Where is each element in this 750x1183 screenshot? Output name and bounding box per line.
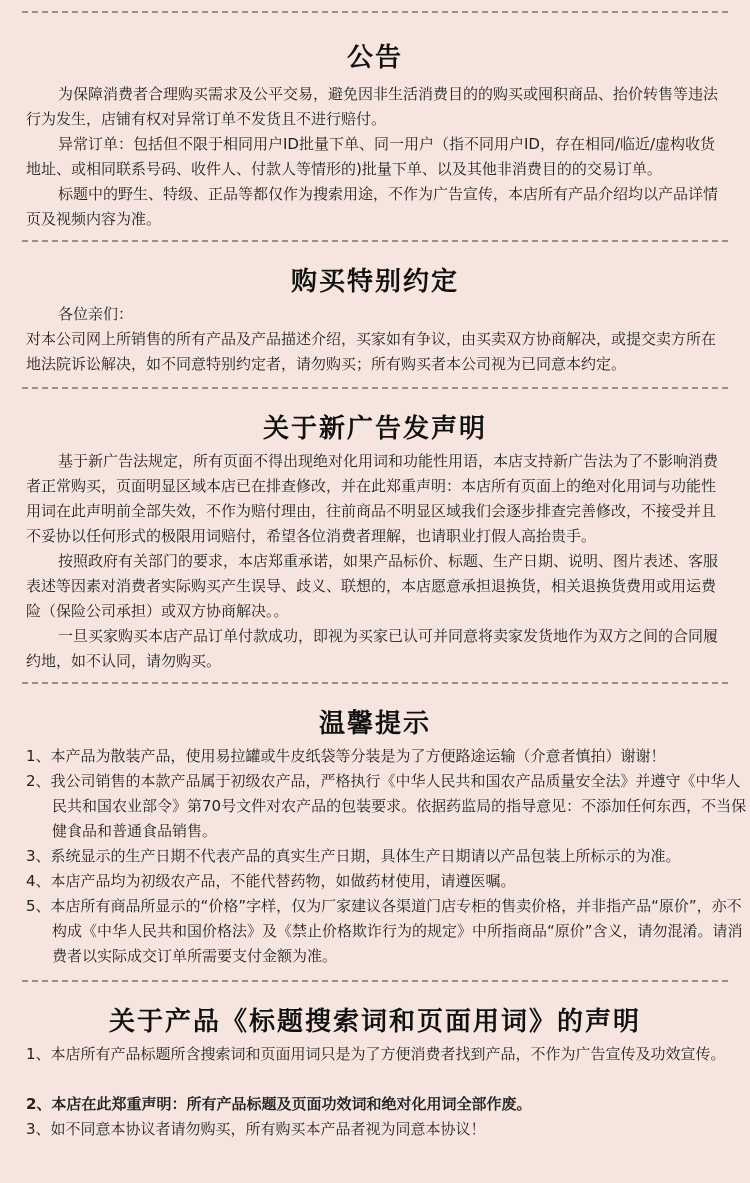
title-words-statement-title: 关于产品《标题搜索词和页面用词》的声明 bbox=[108, 1007, 641, 1037]
title-words-item-1: 1、本店所有产品标题所含搜索词和页面用词只是为了方便消费者找到产品，不作为广告宣传及功效宣传。 bbox=[26, 1045, 726, 1063]
ad-law-statement-title: 关于新广告发声明 bbox=[262, 414, 487, 444]
purchase-agreement-body: 对本公司网上所销售的所有产品及产品描述介绍，买家如有争议，由买卖双方协商解决，或提交卖方所在地法院诉讼解决，如不同意特别约定者，请勿购买；所有购买者本公司视为已同意本约定。 bbox=[26, 330, 717, 373]
tips-item-2: 2、我公司销售的本款产品属于初级农产品，严格执行《中华人民共和国农产品质量安全法》并遵守《中华人民共和国农业部令》第70号文件对农产品的包装要求。依据药监局的指导意见：不添加任何东西，不当保健食品和普通食品销售。 bbox=[26, 772, 747, 840]
tips-item-4: 4、本店产品均为初级农产品，不能代替药物，如做药材使用，请遵医嘱。 bbox=[26, 872, 516, 890]
tips-item-1: 1、本产品为散装产品，使用易拉罐或牛皮纸袋等分装是为了方便路途运输（介意者慎拍）谢谢！ bbox=[26, 747, 666, 765]
tips-item-5: 5、本店所有商品所显示的“价格”字样，仅为厂家建议各渠道门店专柜的售卖价格，并非指产品“原价”，亦不构成《中华人民共和国价格法》及《禁止价格欺诈行为的规定》中所指商品“原价”含义，请勿混淆。请消费者以实际成交订单所需要支付金额为准。 bbox=[26, 897, 743, 965]
announcement-paragraph-3: 标题中的野生、特级、正品等都仅作为搜索用途，不作为广告宣传，本店所有产品介绍均以产品详情页及视频内容为准。 bbox=[26, 185, 719, 228]
section-divider bbox=[22, 11, 728, 13]
purchase-agreement-greeting: 各位亲们： bbox=[58, 305, 134, 323]
section-divider bbox=[22, 980, 728, 982]
purchase-agreement-title: 购买特别约定 bbox=[290, 267, 459, 297]
ad-law-paragraph-3: 一旦买家购买本店产品订单付款成功，即视为买家已认可并同意将卖家发货地作为双方之间的合同履约地，如不认同，请勿购买。 bbox=[26, 627, 719, 670]
announcement-paragraph-1: 为保障消费者合理购买需求及公平交易，避免因非生活消费目的的购买或囤积商品、抬价转售等违法行为发生，店铺有权对异常订单不发货且不进行赔付。 bbox=[26, 85, 719, 128]
tips-title: 温馨提示 bbox=[318, 709, 431, 739]
ad-law-paragraph-1: 基于新广告法规定，所有页面不得出现绝对化用词和功能性用语，本店支持新广告法为了不影响消费者正常购买，页面明显区域本店已在排查修改，并在此郑重声明：本店所有页面上的绝对化用词与功能性用词在此声明前全部失效，不作为赔付理由，往前商品不明显区域我们会逐步排查完善修改，不接受并且不妥协以任何形式的极限用词赔付，希望各位消费者理解，也请职业打假人高抬贵手。 bbox=[26, 452, 719, 545]
announcement-title: 公告 bbox=[346, 43, 403, 73]
section-divider bbox=[22, 240, 728, 242]
ad-law-paragraph-2: 按照政府有关部门的要求，本店郑重承诺，如果产品标价、标题、生产日期、说明、图片表述、客服表述等因素对消费者实际购买产生误导、歧义、联想的，本店愿意承担退换货，相关退换货费用或用运费险（保险公司承担）或双方协商解决。。 bbox=[26, 552, 719, 620]
section-divider bbox=[22, 682, 728, 684]
announcement-paragraph-2: 异常订单：包括但不限于相同用户ID批量下单、同一用户（指不同用户ID，存在相同/临近/虚构收货地址、或相同联系号码、收件人、付款人等情形的)批量下单、以及其他非消费目的的交易订单。 bbox=[26, 135, 716, 178]
title-words-item-2: 2、本店在此郑重声明：所有产品标题及页面功效词和绝对化用词全部作废。 bbox=[26, 1095, 532, 1113]
section-divider bbox=[22, 387, 728, 389]
tips-item-3: 3、系统显示的生产日期不代表产品的真实生产日期，具体生产日期请以产品包装上所标示的为准。 bbox=[26, 847, 681, 865]
title-words-item-3: 3、如不同意本协议者请勿购买，所有购买本产品者视为同意本协议！ bbox=[26, 1120, 486, 1138]
